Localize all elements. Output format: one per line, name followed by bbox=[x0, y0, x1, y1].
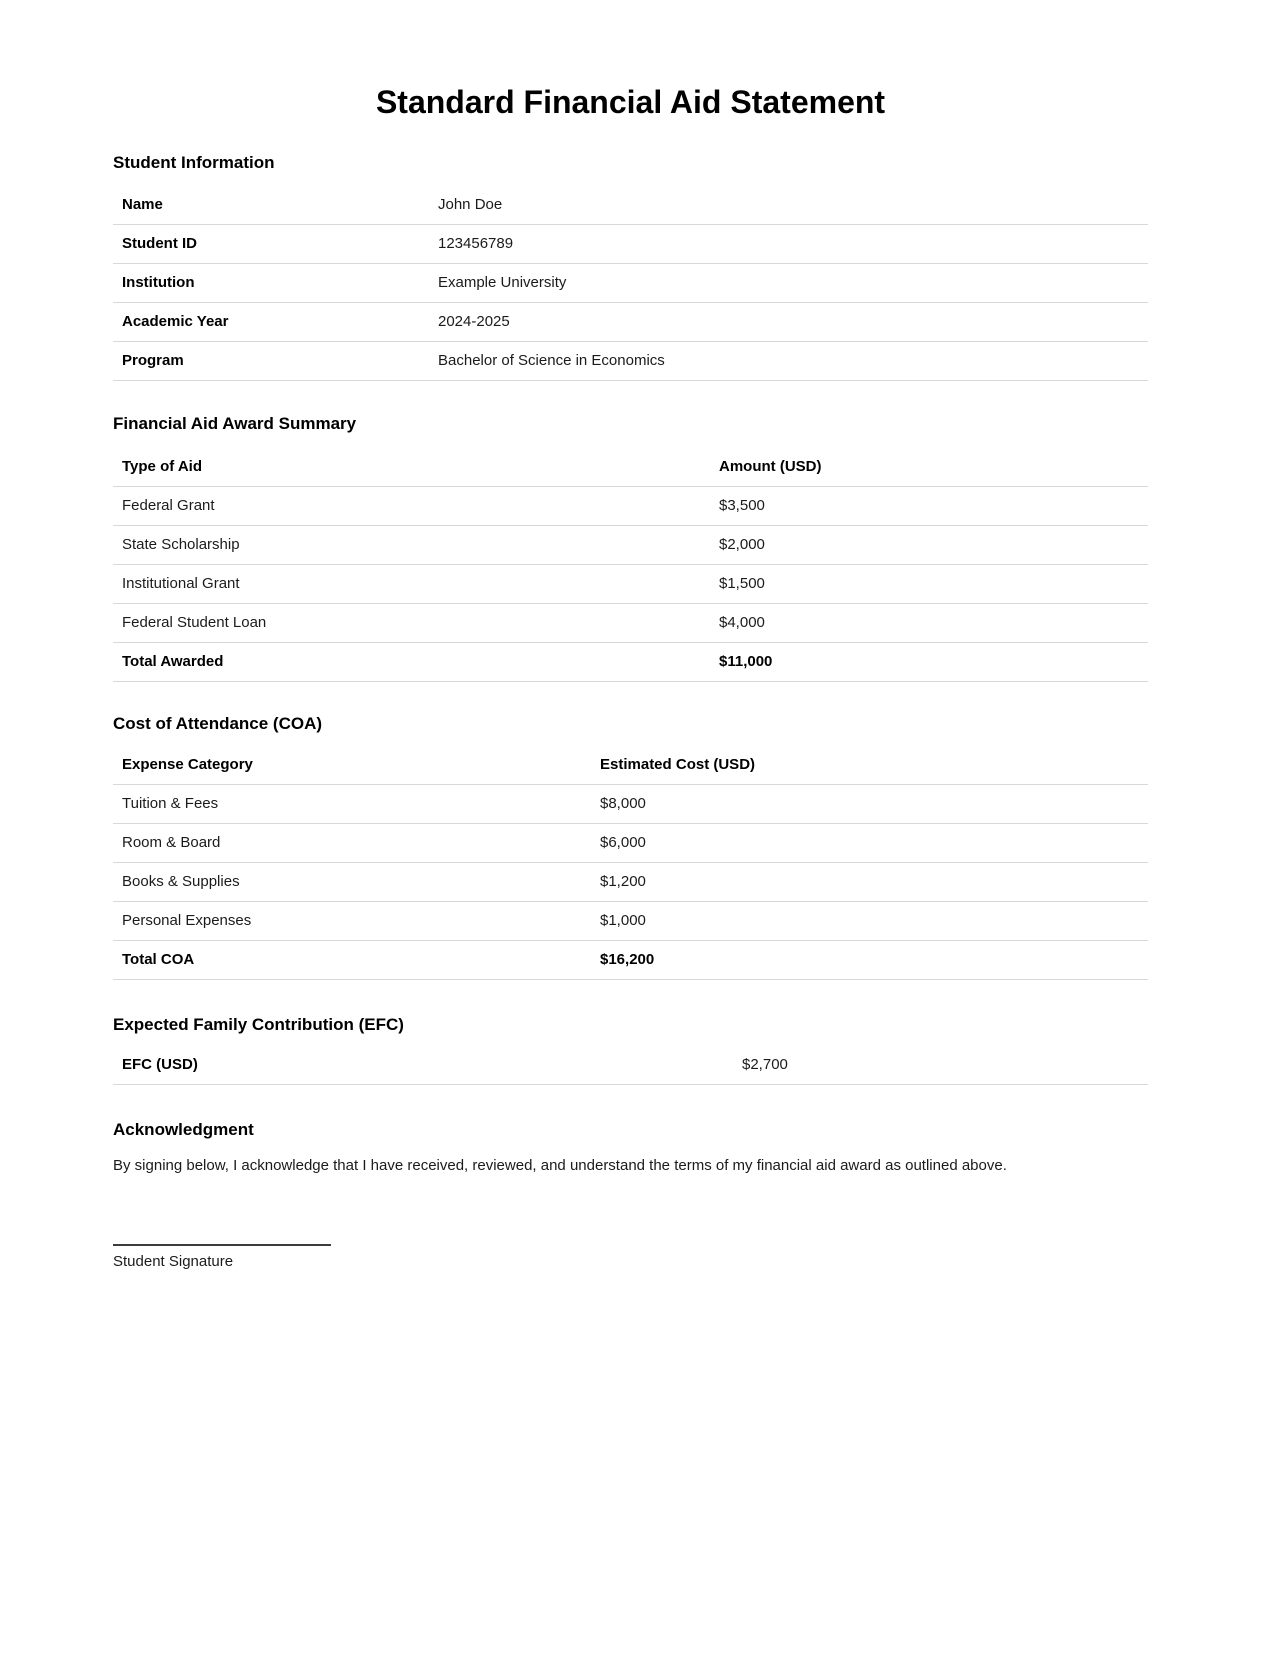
aid-type: Federal Grant bbox=[113, 487, 710, 526]
table-row bbox=[113, 1046, 1148, 1085]
table-row bbox=[113, 785, 1148, 824]
table-row bbox=[113, 604, 1148, 643]
efc-label: EFC (USD) bbox=[113, 1046, 733, 1085]
efc-table bbox=[113, 1046, 1148, 1085]
table-row bbox=[113, 902, 1148, 941]
table-row bbox=[113, 863, 1148, 902]
total-label: Total COA bbox=[113, 941, 591, 980]
column-header-type-of-aid: Type of Aid bbox=[113, 448, 710, 487]
aid-amount: $2,000 bbox=[710, 526, 1148, 565]
acknowledgment-text: By signing below, I acknowledge that I have received, reviewed, and understand the terms of my financial aid award as outlined above. bbox=[113, 1157, 1007, 1174]
table-header-row bbox=[113, 746, 1148, 785]
field-value: Bachelor of Science in Economics bbox=[429, 342, 1148, 381]
field-label: Institution bbox=[113, 264, 429, 303]
field-value: 2024-2025 bbox=[429, 303, 1148, 342]
table-header-row bbox=[113, 448, 1148, 487]
field-label: Name bbox=[113, 186, 429, 225]
field-label: Program bbox=[113, 342, 429, 381]
aid-amount: $3,500 bbox=[710, 487, 1148, 526]
field-label: Academic Year bbox=[113, 303, 429, 342]
aid-type: State Scholarship bbox=[113, 526, 710, 565]
efc-value: $2,700 bbox=[733, 1046, 1148, 1085]
table-row bbox=[113, 225, 1148, 264]
expense-category: Personal Expenses bbox=[113, 902, 591, 941]
table-row bbox=[113, 526, 1148, 565]
table-row bbox=[113, 487, 1148, 526]
section-heading-award-summary: Financial Aid Award Summary bbox=[113, 414, 357, 433]
column-header-estimated-cost: Estimated Cost (USD) bbox=[591, 746, 1148, 785]
signature-label: Student Signature bbox=[113, 1253, 234, 1270]
award-summary-table bbox=[113, 448, 1148, 682]
aid-amount: $4,000 bbox=[710, 604, 1148, 643]
table-row bbox=[113, 824, 1148, 863]
section-heading-student-information: Student Information bbox=[113, 153, 275, 172]
signature-line bbox=[113, 1244, 331, 1246]
total-amount: $11,000 bbox=[710, 643, 1148, 682]
total-coa-row bbox=[113, 941, 1148, 980]
table-row bbox=[113, 264, 1148, 303]
field-value: Example University bbox=[429, 264, 1148, 303]
section-heading-cost-of-attendance: Cost of Attendance (COA) bbox=[113, 714, 323, 733]
total-amount: $16,200 bbox=[591, 941, 1148, 980]
cost-of-attendance-table bbox=[113, 746, 1148, 980]
section-heading-acknowledgment: Acknowledgment bbox=[113, 1120, 254, 1139]
expense-cost: $1,200 bbox=[591, 863, 1148, 902]
column-header-amount: Amount (USD) bbox=[710, 448, 1148, 487]
student-info-table bbox=[113, 186, 1148, 381]
expense-cost: $1,000 bbox=[591, 902, 1148, 941]
table-row bbox=[113, 565, 1148, 604]
total-label: Total Awarded bbox=[113, 643, 710, 682]
document-content bbox=[113, 0, 1148, 1271]
aid-amount: $1,500 bbox=[710, 565, 1148, 604]
expense-category: Room & Board bbox=[113, 824, 591, 863]
aid-type: Institutional Grant bbox=[113, 565, 710, 604]
expense-cost: $8,000 bbox=[591, 785, 1148, 824]
section-heading-efc: Expected Family Contribution (EFC) bbox=[113, 1015, 404, 1034]
table-row bbox=[113, 303, 1148, 342]
table-row bbox=[113, 342, 1148, 381]
aid-type: Federal Student Loan bbox=[113, 604, 710, 643]
expense-category: Books & Supplies bbox=[113, 863, 591, 902]
column-header-expense-category: Expense Category bbox=[113, 746, 591, 785]
field-value: 123456789 bbox=[429, 225, 1148, 264]
field-label: Student ID bbox=[113, 225, 429, 264]
table-row bbox=[113, 186, 1148, 225]
expense-cost: $6,000 bbox=[591, 824, 1148, 863]
total-awarded-row bbox=[113, 643, 1148, 682]
document-title: Standard Financial Aid Statement bbox=[375, 84, 886, 120]
field-value: John Doe bbox=[429, 186, 1148, 225]
expense-category: Tuition & Fees bbox=[113, 785, 591, 824]
